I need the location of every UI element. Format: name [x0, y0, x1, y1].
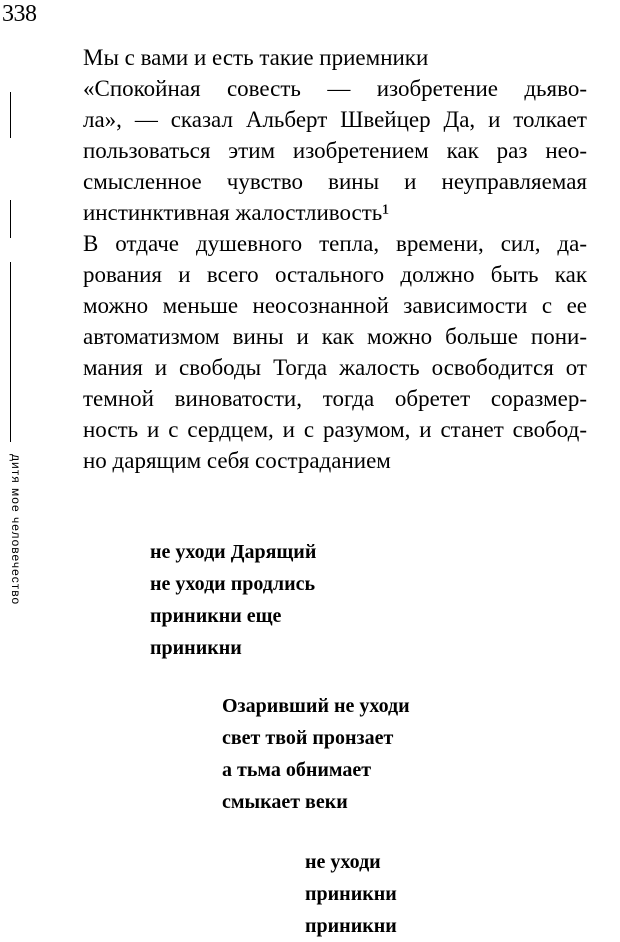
prose-line: ность и с сердцем, и с разумом, и станет свобод- [83, 417, 587, 442]
running-title: дитя мое человечество [9, 454, 23, 606]
page-number: 338 [2, 1, 37, 27]
poem-line: приникни [150, 637, 242, 659]
prose-line: автоматизмом вины и как можно больше пони- [83, 324, 587, 349]
poem-line: Озаривший не уходи [222, 695, 410, 717]
poem-stanza-2 [222, 690, 410, 818]
prose-line: инстинктивная жалостливость¹ [83, 200, 390, 225]
prose-line: Мы с вами и есть такие приемники [83, 45, 429, 70]
prose-line: смысленное чувство вины и неуправляемая [83, 169, 587, 194]
poem-line: приникни [305, 883, 397, 905]
margin-rule-3 [10, 262, 11, 442]
poem-line: не уходи Дарящий [150, 541, 317, 563]
prose-line: пользоваться этим изобретением как раз нео- [83, 138, 587, 163]
poem-stanza-1 [150, 536, 316, 664]
prose-line: мания и свободы Тогда жалость освободится от [83, 355, 587, 380]
prose-line: можно меньше неосознанной зависимости с ее [83, 293, 587, 318]
poem-line: свет твой пронзает [222, 727, 394, 749]
prose-block [83, 42, 587, 476]
prose-line: темной виноватости, тогда обретет соразмер- [83, 386, 587, 411]
poem-line: приникни [305, 915, 397, 937]
poem-line: не уходи [305, 851, 381, 873]
prose-line: ла», — сказал Альберт Швейцер Да, и толкает [83, 107, 587, 132]
prose-line: рования и всего остального должно быть как [83, 262, 587, 287]
poem-stanza-3 [305, 846, 397, 942]
margin-rule-1 [10, 92, 11, 138]
prose-line: В отдаче душевного тепла, времени, сил, да- [83, 231, 587, 256]
poem-line: а тьма обнимает [222, 759, 372, 781]
poem-line: приникни еще [150, 605, 282, 627]
poem-line: не уходи продлись [150, 573, 316, 595]
prose-line: «Спокойная совесть — изобретение дьяво- [83, 76, 587, 101]
prose-line: но дарящим себя состраданием [83, 448, 391, 473]
poem-line: смыкает веки [222, 791, 348, 813]
margin-rule-2 [10, 200, 11, 238]
